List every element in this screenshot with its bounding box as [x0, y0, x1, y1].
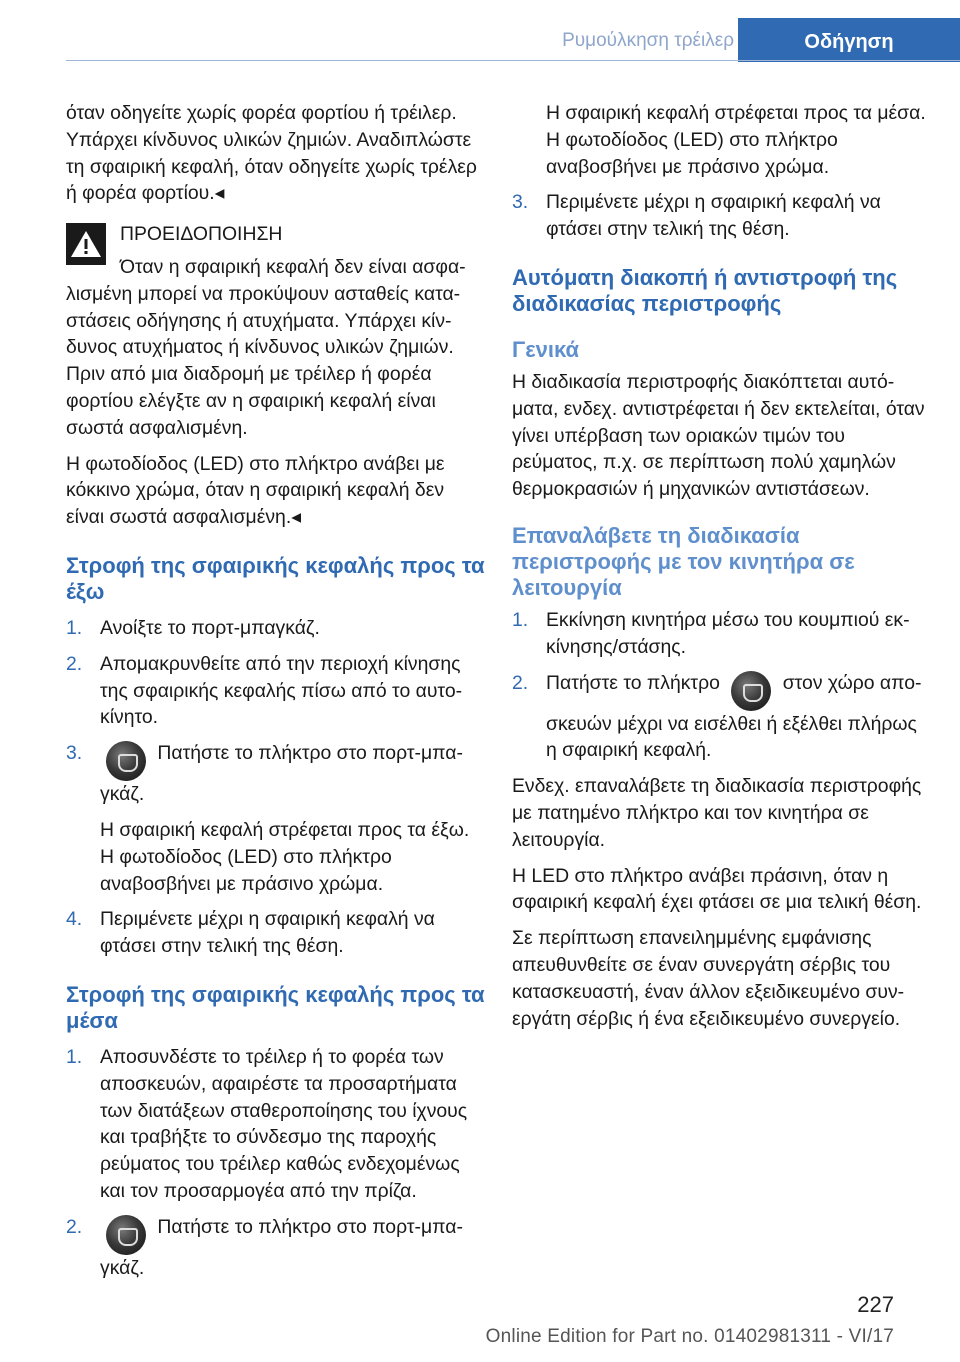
- step-note: Η σφαιρική κεφαλή στρέφεται προς τα έξω. Η φωτοδίοδος (LED) στο πλήκτρο αναβοσβήνει με πράσινο χρώμα.: [100, 818, 470, 895]
- heading-swivel-out: Στροφή της σφαιρικής κεφαλής προς τα έξω: [66, 552, 485, 604]
- list-item: 1. Αποσυνδέστε το τρέιλερ ή το φορέα των αποσκευών, αφαιρέστε τα προσαρτήματα των διατάξεων σταθεροποίησης του ίχνους και τραβήξτε το σύνδεσμο της παροχής ρεύματος του τρέιλερ καθώς ενδεχομένως και τον προσαρμογέα από την πρίζα.: [66, 1045, 468, 1202]
- running-header-tab: Οδήγηση: [738, 18, 960, 62]
- general-paragraph: Η διαδικασία περιστροφής διακόπτεται αυτόματα, ενδεχ. αντιστρέφεται ή δεν εκτελείται, όταν γίνει υπέρβαση των οριακών τιμών του ρεύματος, π.χ. σε περίπτωση πολύ χαμηλών θερμοκρασιών ή μηχανικών αντιστάσεων.: [512, 370, 925, 501]
- paragraph: Σε περίπτωση επανειλημμένης εμφάνισης απευθυνθείτε σε έναν συνεργάτη σέρβις του κατασκευαστή, έναν άλλον εξειδικευμένο συνεργάτη σέρβις ή ένα εξειδικευμένο συνεργείο.: [512, 927, 905, 1030]
- list-item: 3. Περιμένετε μέχρι η σφαιρική κεφαλή να φτάσει στην τελική της θέση.: [512, 191, 881, 241]
- heading-repeat: Επαναλάβετε τη διαδικασία περιστροφής με τον κινητήρα σε λειτουργία: [512, 522, 855, 600]
- list-item: 2. Απομακρυνθείτε από την περιοχή κίνησης της σφαιρικής κεφαλής πίσω από το αυτοκίνητο.: [66, 652, 463, 729]
- left-column: [66, 100, 486, 1291]
- trailer-hitch-button-icon: [106, 1215, 146, 1255]
- trailer-hitch-button-icon: [106, 741, 146, 781]
- list-item: 3. Πατήστε το πλήκτρο στο πορτ-μπαγκάζ. Η σφαιρική κεφαλή στρέφεται προς τα έξω. Η φωτοδίοδος (LED) στο πλήκτρο αναβοσβήνει με πράσινο χρώμα.: [66, 740, 486, 897]
- intro-paragraph: όταν οδηγείτε χωρίς φορέα φορτίου ή τρέιλερ. Υπάρχει κίνδυνος υλικών ζημιών. Αναδιπλώστε τη σφαιρική κεφαλή, όταν οδηγείτε χωρίς τρέλερ ή φορέα φορτίου.◂: [66, 102, 477, 205]
- list-item: 1. Εκκίνηση κινητήρα μέσω του κουμπιού εκκίνησης/στάσης.: [512, 608, 910, 658]
- list-item: 1. Ανοίξτε το πορτ-μπαγκάζ.: [66, 616, 320, 639]
- heading-swivel-in: Στροφή της σφαιρικής κεφαλής προς τα μέσα: [66, 981, 485, 1033]
- list-item: 2. Πατήστε το πλήκτρο στον χώρο αποσκευών μέχρι να εισέλθει ή εξέλθει πλήρως η σφαιρική κεφαλή.: [512, 671, 922, 762]
- list-item: 4. Περιμένετε μέχρι η σφαιρική κεφαλή να φτάσει στην τελική της θέση.: [66, 908, 435, 958]
- warning-text: Όταν η σφαιρική κεφαλή δεν είναι ασφαλισμένη μπορεί να προκύψουν ασταθείς καταστάσεις οδήγησης ή ατυχήματα. Υπάρχει κίνδυνος ατυχήματος ή κίνδυνος υλικών ζημιών. Πριν από μια διαδρομή με τρέιλερ ή φορέα φορτίου ελέγξτε αν η σφαιρική κεφαλή είναι σωστά ασφαλισμένη.: [66, 255, 466, 439]
- running-header-section: Ρυμούλκηση τρέιλερ: [562, 30, 734, 51]
- heading-general: Γενικά: [512, 336, 580, 362]
- warning-title: ΠΡΟΕΙΔΟΠΟΙΗΣΗ: [120, 223, 283, 246]
- list-item: 2. Πατήστε το πλήκτρο στο πορτ-μπαγκάζ.: [66, 1215, 463, 1279]
- paragraph: Η LED στο πλήκτρο ανάβει πράσινη, όταν η σφαιρική κεφαλή έχει φτάσει σε μια τελική θέση.: [512, 864, 922, 914]
- edition-footer: Online Edition for Part no. 01402981311 - VI/17: [485, 1326, 894, 1347]
- warning-led-text: Η φωτοδίοδος (LED) στο πλήκτρο ανάβει με κόκκινο χρώμα, όταν η σφαιρική κεφαλή δεν είναι σωστά ασφαλισμένη.◂: [66, 452, 445, 529]
- warning-block: [66, 221, 486, 531]
- page-number: 227: [857, 1292, 894, 1317]
- paragraph: Ενδεχ. επαναλάβετε τη διαδικασία περιστροφής με πατημένο πλήκτρο και τον κινητήρα σε λειτουργία.: [512, 775, 922, 851]
- step-note: Η σφαιρική κεφαλή στρέφεται προς τα μέσα. Η φωτοδίοδος (LED) στο πλήκτρο αναβοσβήνει με πράσινο χρώμα.: [546, 102, 926, 178]
- warning-triangle-icon: [66, 223, 106, 265]
- right-column: [512, 100, 930, 1041]
- trailer-hitch-button-icon: [731, 671, 771, 711]
- heading-auto-stop: Αυτόματη διακοπή ή αντιστροφή της διαδικασίας περιστροφής: [512, 264, 898, 316]
- header-rule: [66, 60, 960, 61]
